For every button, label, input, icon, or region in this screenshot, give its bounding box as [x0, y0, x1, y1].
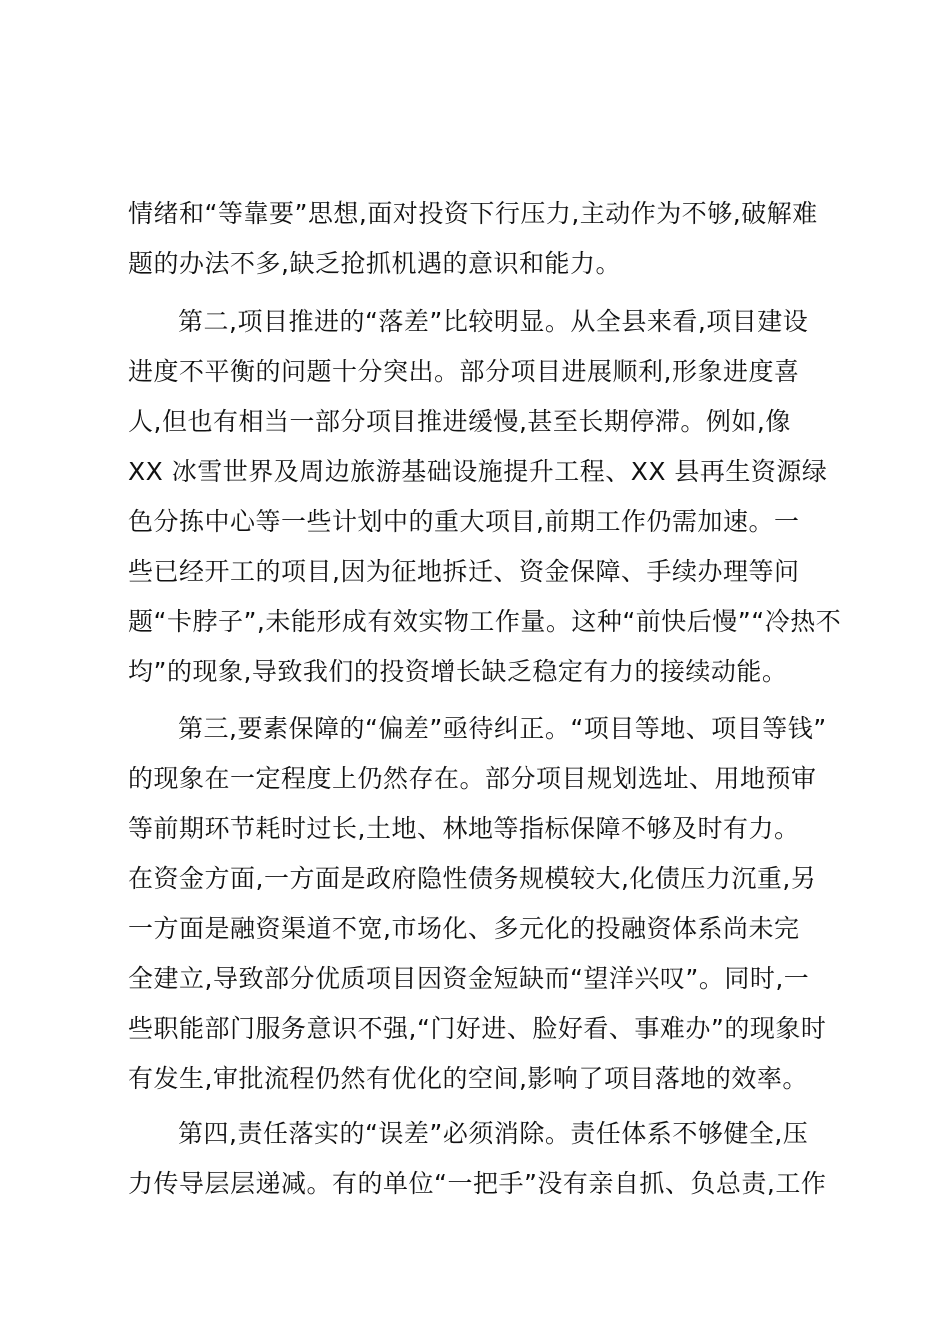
text-line: 第三,要素保障的“偏差”亟待纠正。“项目等地、项目等钱” — [178, 714, 827, 743]
text-line: 进度不平衡的问题十分突出。部分项目进展顺利,形象进度喜 — [128, 357, 800, 386]
text-line: 第二,项目推进的“落差”比较明显。从全县来看,项目建设 — [178, 307, 809, 336]
text-line: 题的办法不多,缺乏抢抓机遇的意识和能力。 — [128, 249, 621, 278]
text-line: XX 冰雪世界及周边旅游基础设施提升工程、XX 县再生资源绿 — [128, 457, 828, 486]
text-line: 情绪和“等靠要”思想,面对投资下行压力,主动作为不够,破解难 — [128, 199, 818, 228]
text-line: 色分拣中心等一些计划中的重大项目,前期工作仍需加速。一 — [128, 507, 800, 536]
text-line: 第四,责任落实的“误差”必须消除。责任体系不够健全,压 — [178, 1119, 809, 1148]
text-line: 全建立,导致部分优质项目因资金短缺而“望洋兴叹”。同时,一 — [128, 964, 810, 993]
text-line: 在资金方面,一方面是政府隐性债务规模较大,化债压力沉重,另 — [128, 864, 817, 893]
text-line: 均”的现象,导致我们的投资增长缺乏稳定有力的接续动能。 — [128, 657, 788, 686]
text-line: 些已经开工的项目,因为征地拆迁、资金保障、手续办理等问 — [128, 557, 800, 586]
text-line: 题“卡脖子”,未能形成有效实物工作量。这种“前快后慢”“冷热不 — [128, 607, 842, 636]
text-line: 有发生,审批流程仍然有优化的空间,影响了项目落地的效率。 — [128, 1064, 808, 1093]
text-line: 等前期环节耗时过长,土地、林地等指标保障不够及时有力。 — [128, 814, 800, 843]
text-line: 一方面是融资渠道不宽,市场化、多元化的投融资体系尚未完 — [128, 914, 800, 943]
text-line: 人,但也有相当一部分项目推进缓慢,甚至长期停滞。例如,像 — [128, 407, 791, 436]
text-line: 力传导层层递减。有的单位“一把手”没有亲自抓、负总责,工作 — [128, 1169, 827, 1198]
text-line: 的现象在一定程度上仍然存在。部分项目规划选址、用地预审 — [128, 764, 817, 793]
text-line: 些职能部门服务意识不强,“门好进、脸好看、事难办”的现象时 — [128, 1014, 827, 1043]
